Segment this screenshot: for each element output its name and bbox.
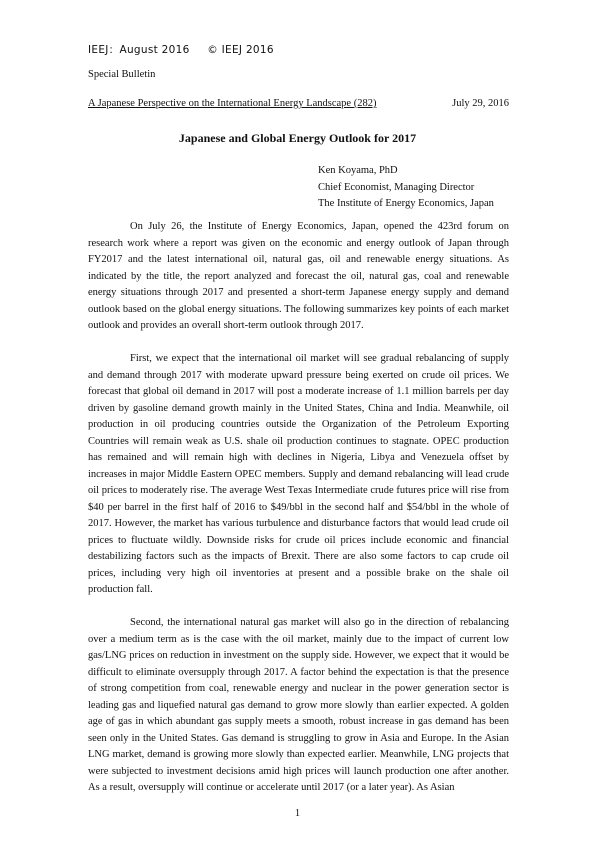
page-number: 1 <box>294 808 301 819</box>
author-position: Chief Economist, Managing Director <box>318 181 475 193</box>
document-header <box>88 42 288 57</box>
author-block <box>318 163 494 213</box>
header-copyright-label: © IEEJ 2016 <box>207 44 274 56</box>
header-date-label: IEEJ：August 2016 <box>88 44 190 56</box>
body-paragraph: On July 26, the Institute of Energy Economics, Japan, opened the 423rd forum on research work where a report was given on the economic and energy outlook of Japan through FY2017 and the latest international oil, natural gas, oil and renewable energy situations. As indicated by the title, the report analyzed and forecast the oil, natural gas, coal and renewable energy situations through 2017 and presented a short-term Japanese energy supply and demand outlook based on the global energy situations. The following summarizes key points of each market outlook and provides an overall short-term outlook through 2017. <box>88 221 509 331</box>
series-line <box>88 98 509 109</box>
author-organization: The Institute of Energy Economics, Japan <box>318 198 494 209</box>
bulletin-label: Special Bulletin <box>88 69 156 80</box>
series-title: A Japanese Perspective on the International Energy Landscape (282) <box>88 98 377 109</box>
publication-date: July 29, 2016 <box>452 98 509 109</box>
author-name: Ken Koyama, PhD <box>318 165 398 176</box>
body-paragraph: First, we expect that the international oil market will see gradual rebalancing of supply and demand through 2017 with moderate upward pressure being exerted on crude oil prices. We forecast that global oil demand in 2017 will post a moderate increase of 1.1 million barrels per day driven by gasoline demand growth mainly in the United States, China and India. Meanwhile, oil production in oil producing countries outside the Organization of the Petroleum Exporting Countries will remain weak as U.S. shale oil production continues to stagnate. OPEC production has remained and will remain high with declines in Nigeria, Libya and Venezuela offset by increases in major Middle Eastern OPEC members. Supply and demand rebalancing will lead crude oil prices to moderately rise. The average West Texas Intermediate crude futures price will rise from $40 per barrel in the first half of 2016 to $49/bbl in the second half and $54/bbl in the whole of 2017. However, the market has various turbulence and disturbance factors that would lead crude oil prices to fluctuate wildly. Downside risks for crude oil prices include economic and financial destabilizing factors such as the impacts of Brexit. There are also some factors to cap crude oil prices, including very high oil inventories at present and a possible brake on the shale oil production fall. <box>88 353 509 595</box>
body-paragraph: Second, the international natural gas market will also go in the direction of rebalancing over a medium term as is the case with the oil market, mainly due to the impact of current low gas/LNG prices on reduction in investment on the supply side. However, we expect that it would be difficult to eliminate oversupply through 2017. A factor behind the expectation is that the presence of strong competition from coal, renewable energy and nuclear in the power generation sector is leading gas and liquefied natural gas demand to grow more slowly than earlier expected. A golden age of gas in which abundant gas supply meets a smooth, robust increase in gas demand has been seen only in the United States. Gas demand is struggling to grow in Asia and Europe. In the Asian LNG market, demand is growing more slowly than expected earlier. Meanwhile, LNG projects that were subjected to investment decisions amid high prices will launch production one after another. As a result, oversupply will continue or accelerate until 2017 (or a later year). As Asian <box>88 617 509 793</box>
document-title: Japanese and Global Energy Outlook for 2017 <box>178 131 417 145</box>
document-body <box>88 219 509 813</box>
